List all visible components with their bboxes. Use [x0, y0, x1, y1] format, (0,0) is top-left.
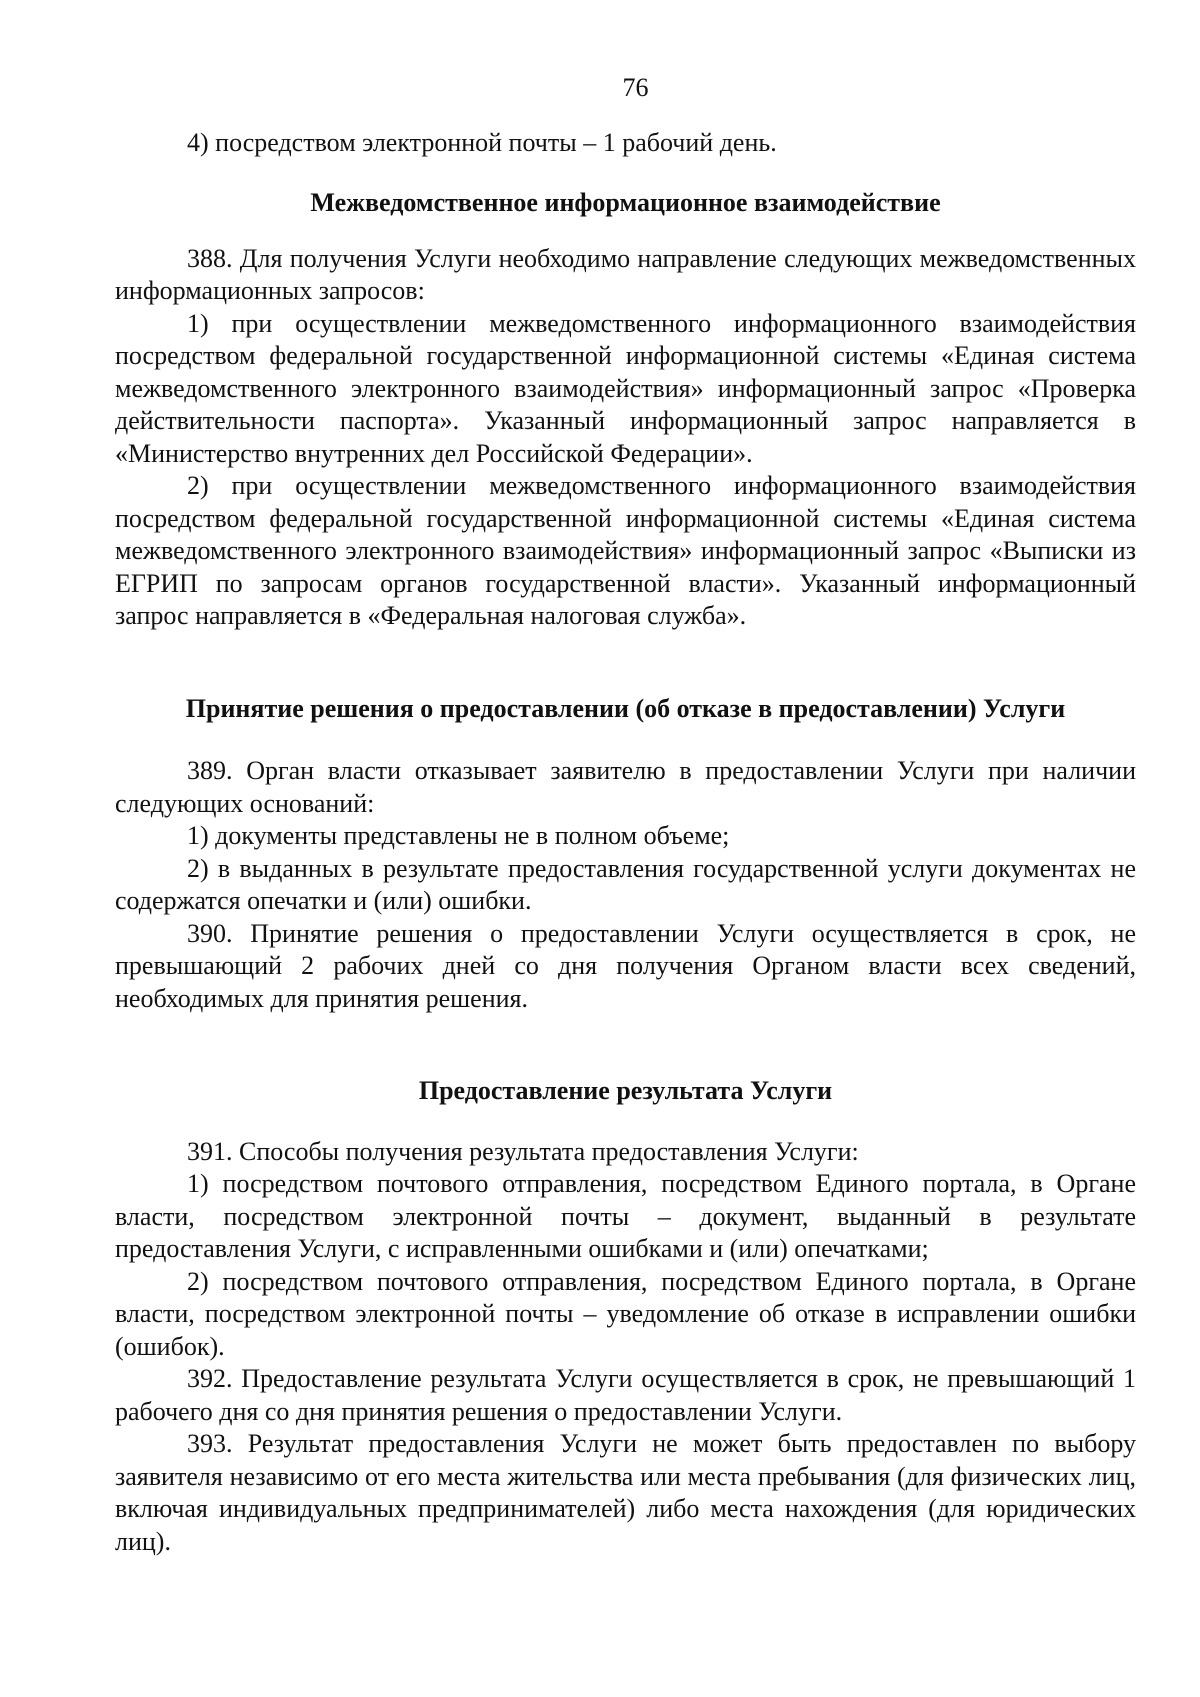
section-heading-decision: Принятие решения о предоставлении (об отказе в предоставлении) Услуги [185, 693, 1066, 723]
paragraph-391-item-1: 1) посредством почтового отправления, посредством Единого портала, в Органе власти, посредством электронной почты – документ, выданный в результате предоставления Услуги, с исправленными ошибками и (или) опечатками; [115, 1169, 1136, 1263]
section-heading-interagency: Межведомственное информационное взаимодействие [310, 188, 941, 217]
paragraph-388-item-2: 2) при осуществлении межведомственного информационного взаимодействия посредством федеральной государственной информационной системы «Единая система межведомственного электронного взаимодействия» информационный запрос «Выписки из ЕГРИП по запросам органов государственной власти». Указанный информационный запрос направляется в «Федеральная налоговая служба». [115, 471, 1136, 630]
page-number: 76 [622, 73, 649, 102]
paragraph-392: 392. Предоставление результата Услуги осуществляется в срок, не превышающий 1 рабочего дня со дня принятия решения о предоставлении Услуги. [115, 1364, 1136, 1426]
paragraph-389-item-1: 1) документы представлены не в полном объеме; [187, 821, 730, 850]
section-heading-result: Предоставление результата Услуги [418, 1076, 833, 1105]
paragraph-intro: 4) посредством электронной почты – 1 рабочий день. [187, 127, 777, 157]
paragraph-389-item-2: 2) в выданных в результате предоставления государственной услуги документах не содержатся опечатки и (или) ошибки. [115, 853, 1136, 915]
paragraph-393: 393. Результат предоставления Услуги не может быть предоставлен по выбору заявителя независимо от его места жительства или места пребывания (для физических лиц, включая индивидуальных предпринимателей) либо места нахождения (для юридических лиц). [115, 1429, 1136, 1556]
paragraph-389: 389. Орган власти отказывает заявителю в предоставлении Услуги при наличии следующих оснований: [115, 756, 1136, 818]
paragraph-391: 391. Способы получения результата предоставления Услуги: [187, 1136, 859, 1166]
paragraph-391-item-2: 2) посредством почтового отправления, посредством Единого портала, в Органе власти, посредством электронной почты – уведомление об отказе в исправлении ошибки (ошибок). [115, 1266, 1136, 1361]
paragraph-388-item-1: 1) при осуществлении межведомственного информационного взаимодействия посредством федеральной государственной информационной системы «Единая система межведомственного электронного взаимодействия» информационный запрос «Проверка действительности паспорта». Указанный информационный запрос направляется в «Министерство внутренних дел Российской Федерации». [115, 308, 1136, 468]
paragraph-390: 390. Принятие решения о предоставлении Услуги осуществляется в срок, не превышающий 2 рабочих дней со дня получения Органом власти всех сведений, необходимых для принятия решения. [115, 918, 1136, 1013]
paragraph-388: 388. Для получения Услуги необходимо направление следующих межведомственных информационных запросов: [115, 243, 1136, 305]
